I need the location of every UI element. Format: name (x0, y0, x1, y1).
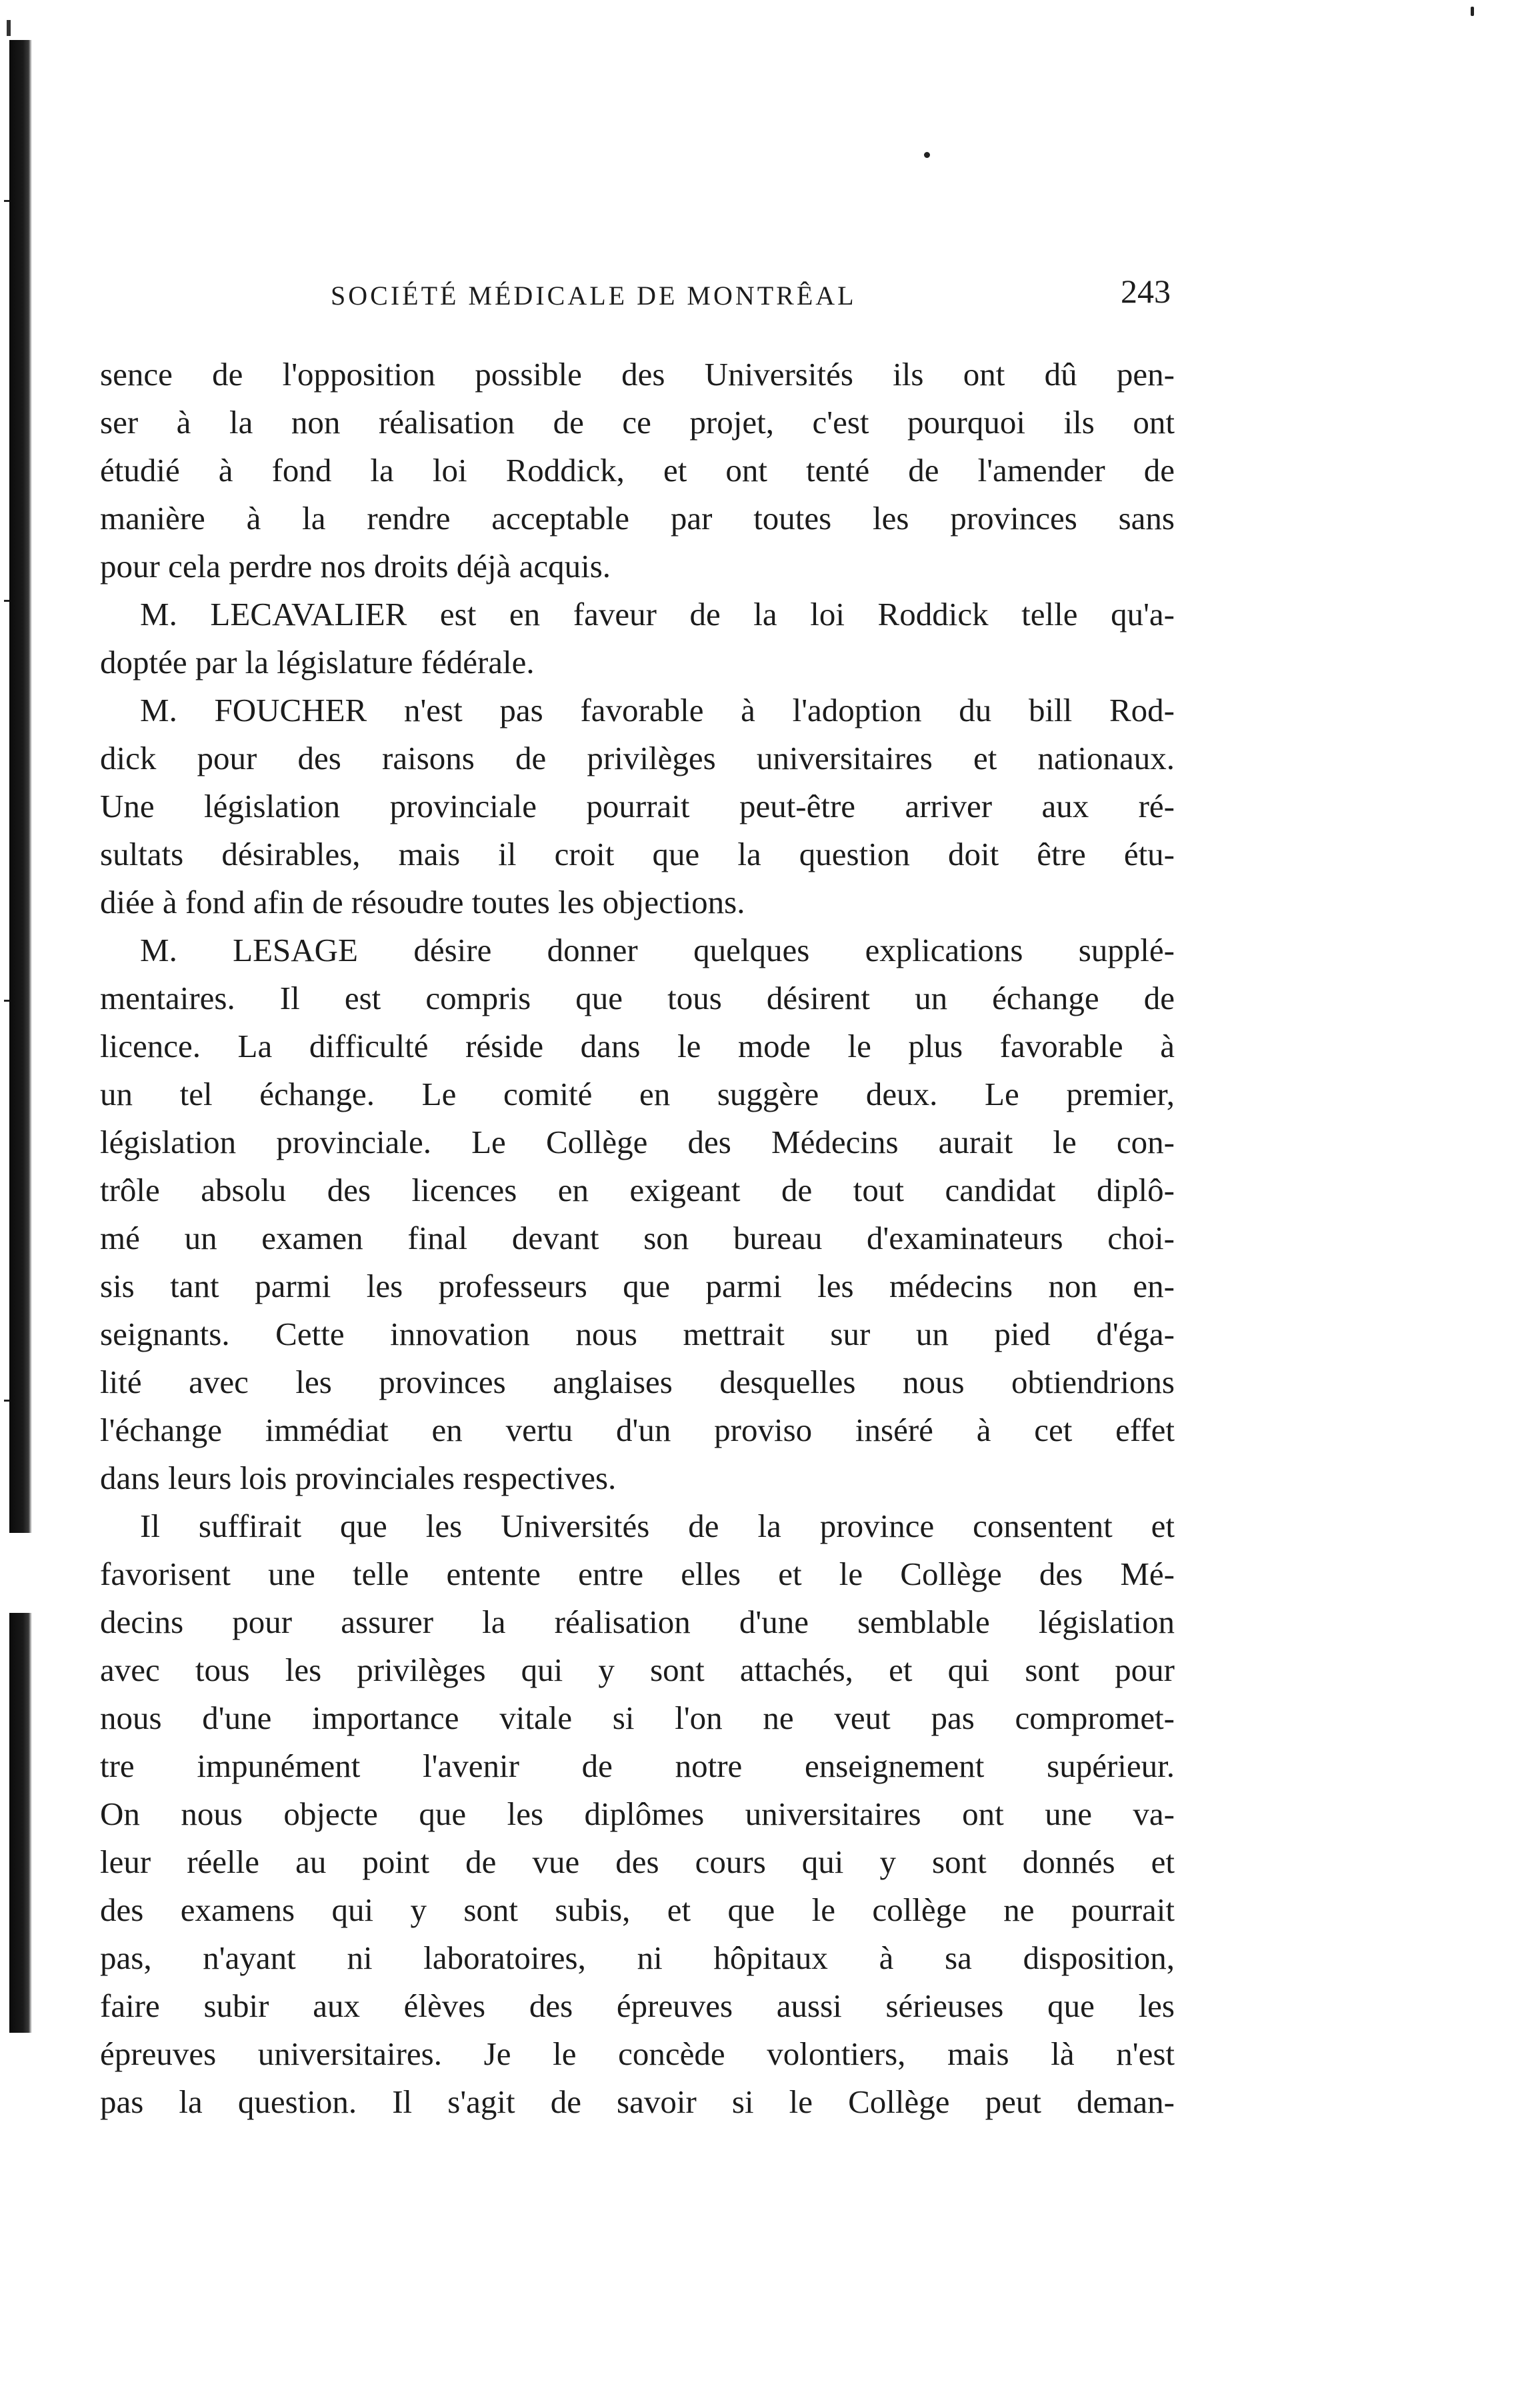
text-line: législation provinciale. Le Collège des Médecins aurait le con- (100, 1124, 1175, 1160)
text-line: faire subir aux élèves des épreuves aussi sérieuses que les (100, 1987, 1175, 2024)
text-line: épreuves universitaires. Je le concède volontiers, mais là n'est (100, 2035, 1175, 2072)
text-line: M. LESAGE désire donner quelques explications supplé- (140, 932, 1175, 968)
running-head: SOCIÉTÉ MÉDICALE DE MONTRÊAL (331, 281, 857, 311)
text-line: ser à la non réalisation de ce projet, c'est pourquoi ils ont (100, 404, 1175, 441)
binding-tick (4, 1400, 9, 1402)
text-line: mé un examen final devant son bureau d'examinateurs choi- (100, 1220, 1175, 1256)
text-line: sultats désirables, mais il croit que la question doit être étu- (100, 836, 1175, 872)
binding-gap (9, 2033, 32, 2379)
text-line: On nous objecte que les diplômes universitaires ont une va- (100, 1796, 1175, 1832)
binding-tick (4, 600, 9, 602)
text-line: étudié à fond la loi Roddick, et ont tenté de l'amender de (100, 452, 1175, 489)
text-line: leur réelle au point de vue des cours qui y sont donnés et (100, 1843, 1175, 1880)
text-line: nous d'une importance vitale si l'on ne veut pas compromet- (100, 1700, 1175, 1736)
text-line: Une législation provinciale pourrait peut-être arriver aux ré- (100, 788, 1175, 824)
text-line: un tel échange. Le comité en suggère deux. Le premier, (100, 1076, 1175, 1112)
text-line: avec tous les privilèges qui y sont attachés, et qui sont pour (100, 1652, 1175, 1688)
text-line: pas la question. Il s'agit de savoir si le Collège peut deman- (100, 2083, 1175, 2120)
text-line: pas, n'ayant ni laboratoires, ni hôpitaux à sa disposition, (100, 1939, 1175, 1976)
text-line: des examens qui y sont subis, et que le collège ne pourrait (100, 1891, 1175, 1928)
text-line: doptée par la législature fédérale. (100, 644, 535, 680)
text-line: diée à fond afin de résoudre toutes les objections. (100, 884, 745, 920)
text-line: Il suffirait que les Universités de la province consentent et (140, 1508, 1175, 1544)
page-header (331, 272, 1171, 325)
text-line: sence de l'opposition possible des Universités ils ont dû pen- (100, 356, 1175, 393)
text-line: tre impunément l'avenir de notre enseignement supérieur. (100, 1748, 1175, 1784)
text-line: trôle absolu des licences en exigeant de tout candidat diplô- (100, 1172, 1175, 1208)
text-line: manière à la rendre acceptable par toutes les provinces sans (100, 500, 1175, 537)
scan-speck (924, 152, 930, 158)
text-line: licence. La difficulté réside dans le mode le plus favorable à (100, 1028, 1175, 1064)
page-body (100, 351, 1175, 2126)
text-line: favorisent une telle entente entre elles et le Collège des Mé- (100, 1556, 1175, 1592)
scan-corner-mark (7, 20, 11, 36)
text-line: M. FOUCHER n'est pas favorable à l'adoption du bill Rod- (140, 692, 1175, 728)
binding-tick (4, 1000, 9, 1002)
page-number: 243 (1121, 273, 1171, 310)
text-line: dans leurs lois provinciales respectives. (100, 1460, 617, 1496)
binding-gap (9, 1533, 32, 1613)
text-line: decins pour assurer la réalisation d'une semblable législation (100, 1604, 1175, 1640)
text-line: lité avec les provinces anglaises desquelles nous obtiendrions (100, 1364, 1175, 1400)
binding-edge (9, 40, 32, 2379)
scan-speck (1471, 7, 1474, 16)
text-line: seignants. Cette innovation nous mettrait sur un pied d'éga- (100, 1316, 1175, 1352)
text-line: dick pour des raisons de privilèges universitaires et nationaux. (100, 740, 1175, 776)
text-line: pour cela perdre nos droits déjà acquis. (100, 548, 611, 585)
text-line: M. LECAVALIER est en faveur de la loi Roddick telle qu'a- (140, 596, 1175, 632)
text-line: l'échange immédiat en vertu d'un proviso inséré à cet effet (100, 1412, 1175, 1448)
binding-tick (4, 200, 9, 202)
text-line: sis tant parmi les professeurs que parmi les médecins non en- (100, 1268, 1175, 1304)
text-line: mentaires. Il est compris que tous désirent un échange de (100, 980, 1175, 1016)
